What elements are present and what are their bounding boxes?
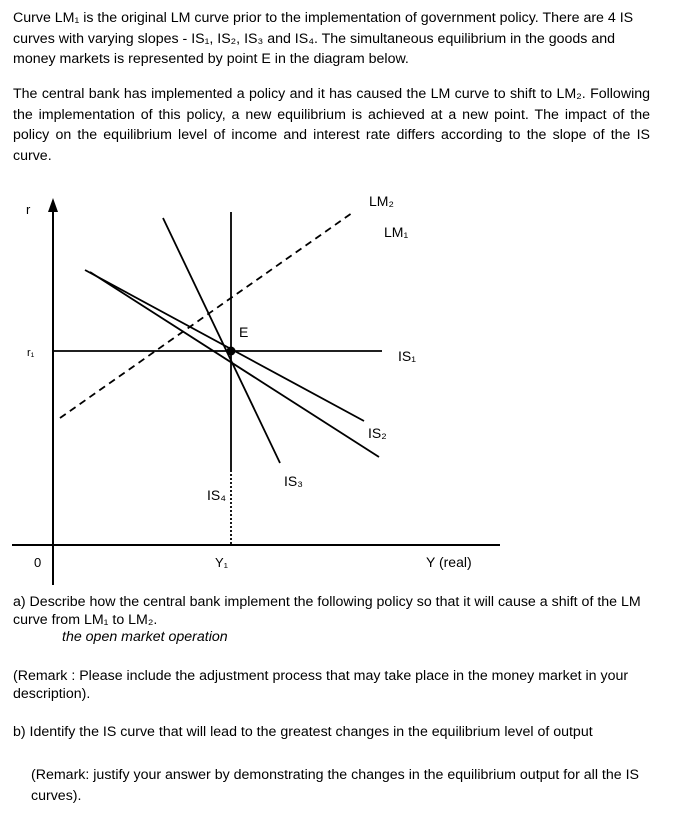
is-lm-diagram [0,190,677,590]
lm2-label: LM₂ [369,193,394,209]
question-b-remark: (Remark: justify your answer by demonstrating the changes in the equilibrium output for all the IS curves). [31,767,639,804]
y1-label: Y₁ [215,555,229,570]
is1-label: IS₁ [398,348,416,364]
equilibrium-label: E [239,324,249,340]
origin-label: 0 [34,555,42,570]
equilibrium-point [227,347,236,356]
lm1-curve [90,272,379,457]
lm2-curve [60,213,352,418]
is3-curve [163,218,280,463]
y-axis-arrow [48,198,58,212]
x-axis-label: Y (real) [426,554,472,570]
is3-label: IS₃ [284,473,303,489]
question-a-remark: (Remark : Please include the adjustment process that may take place in the money market in your description). [13,668,629,702]
question-a: a) Describe how the central bank implement the following policy so that it will cause a shift of the LM curve from LM₁ to LM₂. [13,594,641,628]
intro-paragraph-2: The central bank has implemented a policy and it has caused the LM curve to shift to LM₂. Following the implementation of this policy, a new equilibrium is achieved at a new point. The impact of the policy on the equilibrium level of income and interest rate differs according to the slope of the IS curve. [13,86,650,164]
is2-label: IS₂ [368,425,387,441]
question-b: b) Identify the IS curve that will lead to the greatest changes in the equilibrium level of output [13,724,593,740]
is4-label: IS₄ [207,487,226,503]
question-a-item: the open market operation [62,629,228,645]
r1-label: r₁ [27,347,35,359]
lm1-label: LM₁ [384,224,409,240]
intro-paragraph-1: Curve LM₁ is the original LM curve prior to the implementation of government policy. There are 4 IS curves with varying slopes - IS₁, IS₂, IS₃ and IS₄. The simultaneous equilibrium in the goods and money markets is represented by point E in the diagram below. [13,10,634,67]
y-axis-label: r [26,202,31,217]
